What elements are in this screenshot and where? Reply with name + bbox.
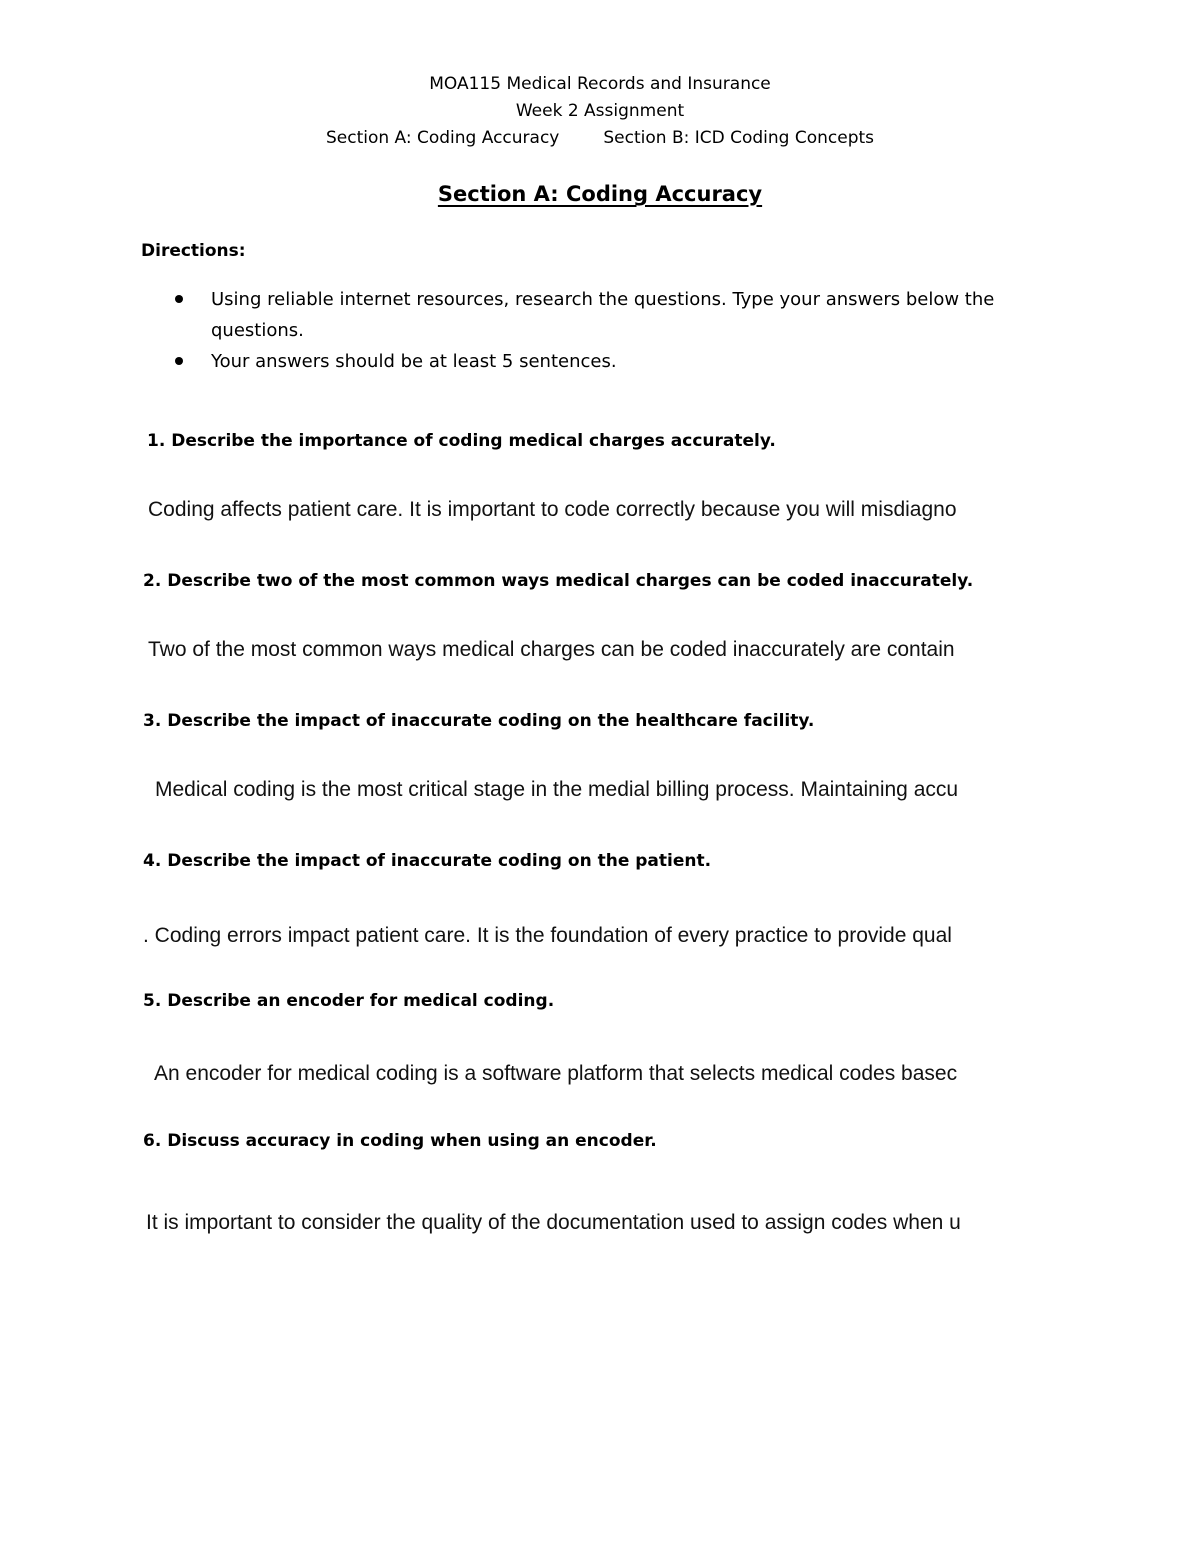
course-title: MOA115 Medical Records and Insurance — [429, 74, 771, 94]
question-5 — [143, 990, 554, 1012]
question-number: 6. — [143, 1131, 162, 1151]
answer-5: An encoder for medical coding is a software platform that selects medical codes basec — [154, 1062, 958, 1085]
answer-4: . Coding errors impact patient care. It is the foundation of every practice to provide qual — [143, 924, 952, 947]
section-b-label: Section B: ICD Coding Concepts — [603, 128, 875, 148]
question-3 — [143, 710, 814, 732]
question-2 — [143, 570, 973, 592]
question-number: 3. — [143, 711, 162, 731]
question-6 — [143, 1130, 657, 1152]
answer-3: Medical coding is the most critical stage in the medial billing process. Maintaining accu — [155, 778, 959, 801]
bullet-icon — [175, 357, 183, 365]
question-number: 2. — [143, 571, 162, 591]
question-prompt: Describe the importance of coding medical charges accurately. — [171, 431, 776, 451]
directions-label: Directions: — [141, 241, 246, 261]
question-4 — [143, 850, 711, 872]
question-number: 5. — [143, 991, 162, 1011]
question-prompt: Describe two of the most common ways medical charges can be coded inaccurately. — [167, 571, 974, 591]
direction-item-1-continued: questions. — [211, 320, 304, 341]
question-number: 4. — [143, 851, 162, 871]
question-prompt: Describe the impact of inaccurate coding on the healthcare facility. — [167, 711, 815, 731]
question-prompt: Discuss accuracy in coding when using an encoder. — [167, 1131, 657, 1151]
answer-2: Two of the most common ways medical charges can be coded inaccurately are contain — [148, 638, 955, 661]
question-prompt: Describe an encoder for medical coding. — [167, 991, 555, 1011]
direction-item-2: Your answers should be at least 5 sentences. — [211, 351, 617, 372]
direction-item-1: Using reliable internet resources, research the questions. Type your answers below the — [211, 289, 995, 310]
section-a-label: Section A: Coding Accuracy — [325, 128, 560, 148]
section-list — [0, 127, 1200, 149]
assignment-title: Week 2 Assignment — [515, 101, 685, 121]
question-number: 1. — [147, 431, 166, 451]
answer-1: Coding affects patient care. It is important to code correctly because you will misdiagno — [148, 498, 957, 521]
section-heading: Section A: Coding Accuracy — [437, 182, 763, 206]
question-1 — [147, 430, 776, 452]
bullet-icon — [175, 295, 183, 303]
question-prompt: Describe the impact of inaccurate coding on the patient. — [167, 851, 712, 871]
answer-6: It is important to consider the quality of the documentation used to assign codes when u — [146, 1211, 961, 1234]
